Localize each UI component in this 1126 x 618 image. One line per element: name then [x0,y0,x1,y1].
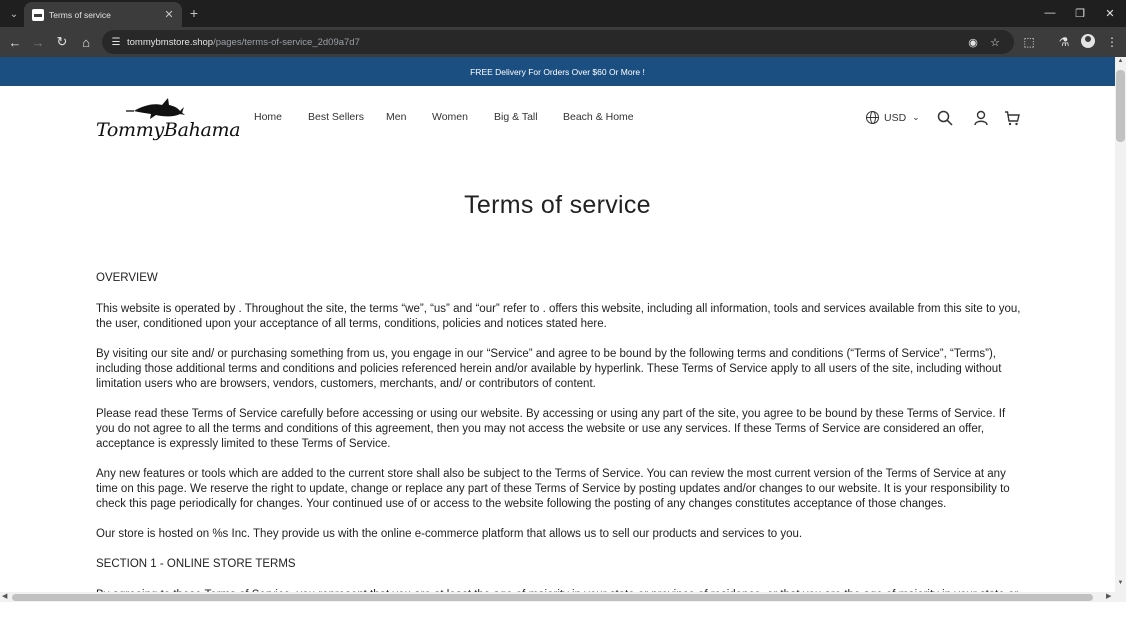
page-viewport [0,57,1115,592]
cart-icon[interactable] [1004,110,1020,126]
minimize-icon[interactable]: — [1044,7,1056,19]
extensions-icon[interactable]: ⬚ [1023,35,1035,49]
browser-toolbar [0,27,1126,57]
tab-favicon-icon [32,9,44,21]
globe-icon [866,111,879,124]
paragraph: Any new features or tools which are added to the current store shall also be subject to the Terms of Service. You can review the most current version of the Terms of Service at any time on this page. We reserve the right to update, change or replace any part of these Terms of Service by posting updates and/or changes to our website. It is your responsibility to check this page periodically for changes. Your continued use of or access to the website following the posting of any changes constitutes acceptance of those changes. [96,468,1010,510]
nav-best-sellers[interactable]: Best Sellers [308,111,365,123]
paragraph: Our store is hosted on %s Inc. They provide us with the online e-commerce platform that allows us to sell our products and services to you. [96,528,803,540]
search-icon[interactable] [937,110,953,126]
url-path: /pages/terms-of-service_2d09a7d7 [213,36,360,48]
announcement-text: FREE Delivery For Orders Over $60 Or More ! [470,66,645,77]
page-title: Terms of service [464,191,651,219]
scroll-right-icon[interactable]: ▶ [1106,593,1112,600]
logo-wordmark: TommyBahama [96,119,241,141]
nav-big-tall[interactable]: Big & Tall [494,111,538,123]
profile-avatar-icon[interactable] [1081,34,1095,48]
home-icon[interactable]: ⌂ [82,34,90,50]
site-info-icon[interactable]: ☰ [111,36,121,48]
account-icon[interactable] [973,110,989,126]
nav-women[interactable]: Women [432,111,468,123]
nav-home[interactable]: Home [254,111,283,123]
tab-search-icon[interactable]: ⌄ [9,8,19,20]
browser-tab-bar [0,0,1126,27]
bookmark-star-icon[interactable]: ☆ [990,36,1000,49]
overview-heading: OVERVIEW [96,272,158,284]
announcement-bar [0,57,1115,86]
scroll-left-icon[interactable]: ◀ [2,593,8,600]
paragraph: This website is operated by . Throughout the site, the terms “we”, “us” and “our” refer to . offers this website, including all information, tools and services available from this site to you, the user, conditioned upon your acceptance of all terms, conditions, policies and notices stated here. [96,303,1021,330]
reload-icon[interactable]: ↻ [56,34,68,49]
browser-tab[interactable] [24,2,182,27]
nav-beach-home[interactable]: Beach & Home [563,111,634,123]
menu-kebab-icon[interactable]: ⋮ [1106,35,1118,49]
site-logo[interactable] [96,95,241,143]
currency-selector[interactable] [866,111,920,124]
scroll-up-icon[interactable]: ▲ [1117,58,1124,64]
eye-off-icon[interactable]: ◉ [968,36,978,49]
scroll-down-icon[interactable]: ▼ [1117,580,1124,586]
vertical-scroll-thumb[interactable] [1116,70,1125,142]
back-icon[interactable]: ← [8,34,22,50]
window-close-icon[interactable]: ✕ [1105,7,1115,20]
url-host: tommybmstore.shop [127,36,214,48]
paragraph: By visiting our site and/ or purchasing something from us, you engage in our “Service” and agree to be bound by the following terms and conditions (“Terms of Service”, “Terms”), including those additional terms and conditions and policies referenced herein and/or available by hyperlink. These Terms of Service apply to all users of the site, including without limitation users who are browsers, vendors, customers, merchants, and/ or contributors of content. [96,348,1002,390]
address-bar[interactable] [102,30,1014,54]
restore-icon[interactable]: ❐ [1075,7,1085,20]
tab-title: Terms of service [49,9,111,20]
chevron-down-icon: ⌄ [912,112,920,122]
tab-close-icon[interactable]: ✕ [164,8,174,21]
section1-heading: SECTION 1 - ONLINE STORE TERMS [96,558,296,570]
paragraph: Please read these Terms of Service carefully before accessing or using our website. By accessing or using any part of the site, you agree to be bound by these Terms of Service. If you do not agree to all the terms and conditions of this agreement, then you may not access the website or use any services. If these Terms of Service are considered an offer, acceptance is expressly limited to these Terms of Service. [96,408,1006,450]
horizontal-scroll-thumb[interactable] [12,594,1093,601]
nav-men[interactable]: Men [386,111,407,123]
new-tab-icon[interactable]: + [189,5,199,21]
currency-label: USD [884,111,907,124]
terms-content [96,271,1026,618]
labs-flask-icon[interactable]: ⚗ [1058,35,1070,49]
forward-icon[interactable]: → [31,34,45,50]
